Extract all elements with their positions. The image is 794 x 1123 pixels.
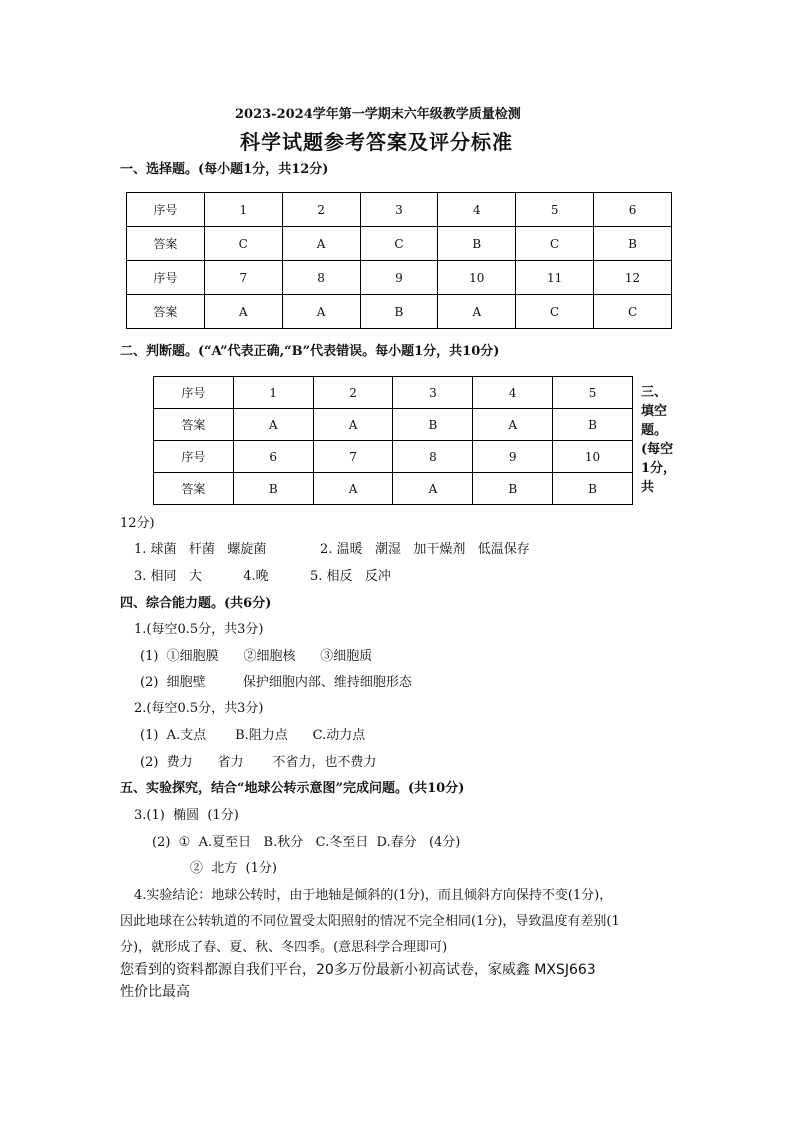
table-cell: B bbox=[473, 473, 553, 505]
table-cell: 6 bbox=[594, 193, 672, 227]
table-row bbox=[154, 441, 633, 473]
table-row bbox=[154, 473, 633, 505]
table-cell: 答案 bbox=[154, 409, 234, 441]
section4-heading: 四、综合能力题。(共6分) bbox=[120, 596, 272, 611]
q2-part1: (1) A.支点 B.阻力点 C.动力点 bbox=[140, 728, 366, 743]
section3-heading-cont: 12分) bbox=[120, 516, 155, 531]
table-cell: 答案 bbox=[154, 473, 234, 505]
q3-part3: ② 北方 (1分) bbox=[190, 861, 277, 876]
table-cell: 6 bbox=[233, 441, 313, 473]
choice-answer-table bbox=[126, 192, 672, 329]
table-cell: C bbox=[516, 227, 594, 261]
table-cell: B bbox=[360, 295, 438, 329]
table-cell: 答案 bbox=[127, 227, 205, 261]
table-row bbox=[127, 227, 672, 261]
table-cell: 5 bbox=[553, 377, 633, 409]
table-cell: C bbox=[204, 227, 282, 261]
table-cell: 4 bbox=[438, 193, 516, 227]
q3-part1: 3.(1) 椭圆 (1分) bbox=[134, 808, 239, 823]
table-cell: 序号 bbox=[154, 377, 234, 409]
table-cell: 10 bbox=[438, 261, 516, 295]
q2-part2: (2) 费力 省力 不省力，也不费力 bbox=[140, 755, 377, 770]
section5-heading: 五、实验探究，结合“地球公转示意图”完成问题。(共10分) bbox=[120, 781, 465, 796]
table-cell: A bbox=[233, 409, 313, 441]
judgment-answer-table bbox=[153, 376, 633, 505]
table-cell: A bbox=[204, 295, 282, 329]
fill-answer-line-1: 1. 球菌 杆菌 螺旋菌 2. 温暖 潮湿 加干燥剂 低温保存 bbox=[134, 542, 530, 557]
q1-part1: (1) ①细胞膜 ②细胞核 ③细胞质 bbox=[140, 649, 373, 664]
table-cell: 12 bbox=[594, 261, 672, 295]
section3-heading-side: 三、填空题。(每空1分，共 bbox=[641, 385, 677, 495]
table-cell: 4 bbox=[473, 377, 553, 409]
table-cell: B bbox=[553, 473, 633, 505]
table-cell: 7 bbox=[204, 261, 282, 295]
table-cell: 序号 bbox=[154, 441, 234, 473]
table-cell: A bbox=[313, 409, 393, 441]
q3-part2: (2) ① A.夏至日 B.秋分 C.冬至日 D.春分 (4分) bbox=[152, 835, 461, 850]
table-cell: B bbox=[594, 227, 672, 261]
table-cell: 7 bbox=[313, 441, 393, 473]
table-cell: 2 bbox=[313, 377, 393, 409]
table-row bbox=[127, 295, 672, 329]
exam-subtitle: 2023-2024学年第一学期末六年级教学质量检测 bbox=[235, 107, 521, 122]
table-cell: A bbox=[438, 295, 516, 329]
table-cell: 5 bbox=[516, 193, 594, 227]
q4-line-3: 分)，就形成了春、夏、秋、冬四季。(意思科学合理即可) bbox=[120, 940, 448, 955]
q2-heading: 2.(每空0.5分，共3分) bbox=[134, 701, 264, 716]
page-title: 科学试题参考答案及评分标准 bbox=[240, 130, 513, 154]
table-cell: A bbox=[393, 473, 473, 505]
table-cell: 2 bbox=[282, 193, 360, 227]
table-cell: 序号 bbox=[127, 261, 205, 295]
table-cell: 8 bbox=[282, 261, 360, 295]
table-cell: B bbox=[393, 409, 473, 441]
table-cell: B bbox=[553, 409, 633, 441]
table-cell: C bbox=[360, 227, 438, 261]
table-cell: C bbox=[516, 295, 594, 329]
q1-part2: (2) 细胞壁 保护细胞内部、维持细胞形态 bbox=[140, 675, 412, 690]
table-cell: 1 bbox=[204, 193, 282, 227]
table-cell: 11 bbox=[516, 261, 594, 295]
table-cell: 9 bbox=[473, 441, 553, 473]
q4-line-2: 因此地球在公转轨道的不同位置受太阳照射的情况不完全相同(1分)，导致温度有差别(1 bbox=[120, 914, 620, 929]
table-cell: A bbox=[282, 295, 360, 329]
table-cell: A bbox=[313, 473, 393, 505]
table-cell: 序号 bbox=[127, 193, 205, 227]
table-cell: 3 bbox=[360, 193, 438, 227]
table-cell: 答案 bbox=[127, 295, 205, 329]
q4-line-1: 4.实验结论：地球公转时，由于地轴是倾斜的(1分)，而且倾斜方向保持不变(1分)， bbox=[134, 888, 613, 903]
fill-answer-line-2: 3. 相同 大 4.晚 5. 相反 反冲 bbox=[134, 569, 391, 584]
table-cell: 1 bbox=[233, 377, 313, 409]
table-row bbox=[154, 377, 633, 409]
table-row bbox=[127, 261, 672, 295]
table-cell: A bbox=[473, 409, 553, 441]
table-cell: 9 bbox=[360, 261, 438, 295]
table-cell: 8 bbox=[393, 441, 473, 473]
section2-heading: 二、判断题。(“A”代表正确,“B”代表错误。每小题1分，共10分) bbox=[120, 344, 500, 359]
footer-line-1: 您看到的资料都源自我们平台，20多万份最新小初高试卷，家威鑫 MXSJ663 bbox=[120, 962, 596, 978]
table-cell: C bbox=[594, 295, 672, 329]
table-cell: 3 bbox=[393, 377, 473, 409]
table-cell: A bbox=[282, 227, 360, 261]
table-row bbox=[154, 409, 633, 441]
section1-heading: 一、选择题。(每小题1分，共12分) bbox=[120, 162, 329, 177]
table-cell: B bbox=[438, 227, 516, 261]
footer-line-2: 性价比最高 bbox=[120, 984, 190, 1000]
table-cell: 10 bbox=[553, 441, 633, 473]
table-cell: B bbox=[233, 473, 313, 505]
table-row bbox=[127, 193, 672, 227]
q1-heading: 1.(每空0.5分，共3分) bbox=[134, 622, 264, 637]
